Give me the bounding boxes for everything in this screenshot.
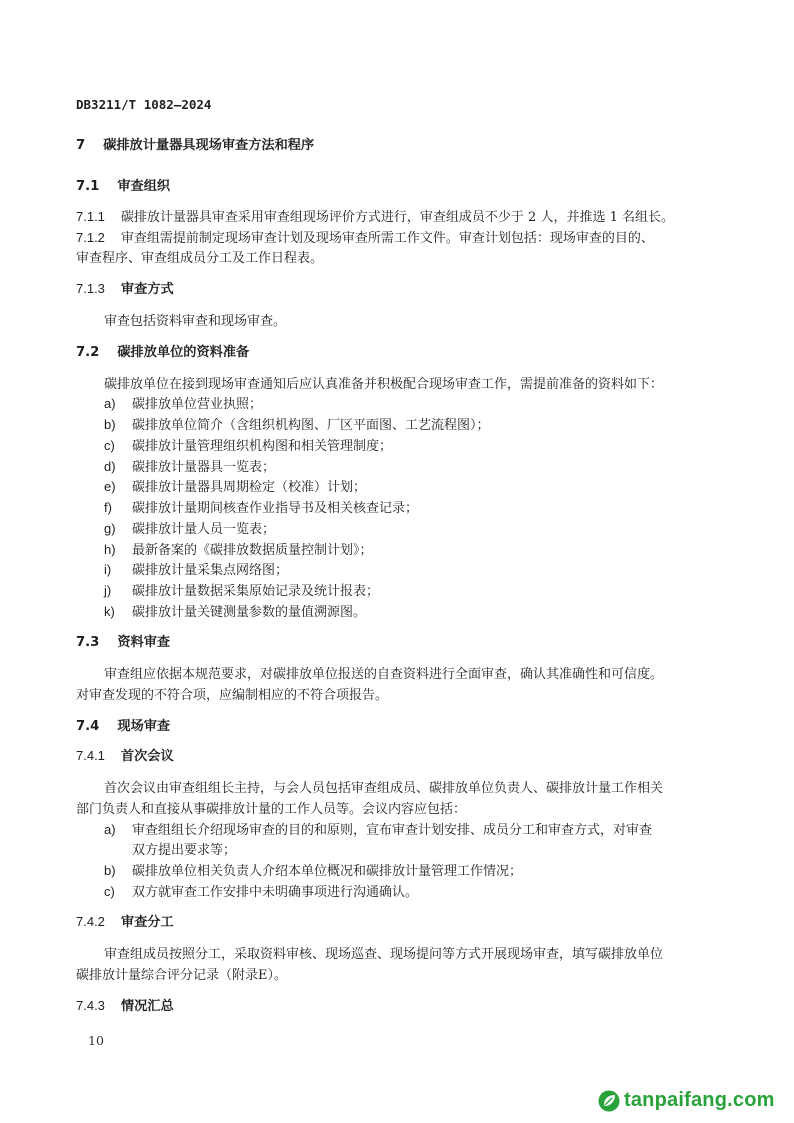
list-item bbox=[104, 476, 366, 495]
clause-7-1-3-text: 审查包括资料审查和现场审查。 bbox=[104, 314, 287, 329]
list-text: 碳排放计量数据采集原始记录及统计报表； bbox=[132, 584, 380, 599]
list-text: 碳排放单位相关负责人介绍本单位概况和碳排放计量管理工作情况； bbox=[132, 864, 523, 879]
section-7-4-heading bbox=[76, 715, 170, 734]
section-7-4-2-text-line-2: 碳排放计量综合评分记录（附录E）。 bbox=[76, 968, 287, 983]
list-label: b) bbox=[104, 863, 116, 878]
section-7-1-heading bbox=[76, 175, 170, 194]
list-item bbox=[104, 393, 262, 412]
list-item bbox=[104, 580, 379, 599]
list-label: h) bbox=[104, 542, 116, 557]
section-title: 审查组织 bbox=[117, 179, 171, 194]
section-number: 7.2 bbox=[76, 345, 100, 360]
list-text: 碳排放计量器具一览表； bbox=[132, 460, 276, 475]
leaf-logo-icon bbox=[598, 1090, 620, 1112]
list-label: f) bbox=[104, 500, 112, 515]
section-title: 碳排放计量器具现场审查方法和程序 bbox=[103, 138, 315, 153]
watermark-text: tanpaifang.com bbox=[624, 1089, 775, 1111]
list-text: 碳排放计量采集点网络图； bbox=[132, 563, 289, 578]
list-item-continuation: 双方提出要求等； bbox=[132, 843, 237, 858]
list-item bbox=[104, 881, 418, 900]
section-7-4-2-text-line-1: 审查组成员按照分工，采取资料审核、现场巡查、现场提问等方式开展现场审查，填写碳排放单位 bbox=[104, 947, 664, 962]
list-item bbox=[104, 518, 275, 537]
section-number: 7.4.3 bbox=[76, 998, 105, 1013]
list-text: 审查组组长介绍现场审查的目的和原则，宣布审查计划安排、成员分工和审查方式，对审查 bbox=[132, 823, 653, 838]
section-7-3-heading bbox=[76, 631, 170, 650]
watermark bbox=[598, 1089, 775, 1112]
list-text: 碳排放计量管理组织机构图和相关管理制度； bbox=[132, 439, 393, 454]
section-7-4-2-heading bbox=[76, 911, 174, 930]
section-7-4-1-text-line-2: 部门负责人和直接从事碳排放计量的工作人员等。会议内容应包括： bbox=[76, 802, 467, 817]
section-title: 情况汇总 bbox=[120, 999, 174, 1014]
clause-text: 碳排放计量器具审查采用审查组现场评价方式进行，审查组成员不少于 2 人，并推选 1 名组长。 bbox=[120, 210, 674, 225]
list-text: 双方就审查工作安排中未明确事项进行沟通确认。 bbox=[132, 885, 419, 900]
section-number: 7 bbox=[76, 138, 86, 153]
list-text: 碳排放单位营业执照； bbox=[132, 397, 263, 412]
section-7-3-text-line-1: 审查组应依据本规范要求，对碳排放单位报送的自查资料进行全面审查，确认其准确性和可信度。 bbox=[104, 667, 664, 682]
list-item bbox=[104, 456, 275, 475]
section-7-4-1-heading bbox=[76, 745, 174, 764]
list-text: 碳排放计量器具周期检定（校准）计划； bbox=[132, 480, 367, 495]
clause-number: 7.1.2 bbox=[76, 230, 105, 245]
list-label: j) bbox=[104, 583, 112, 598]
list-label: g) bbox=[104, 521, 116, 536]
list-text: 碳排放计量期间核查作业指导书及相关核查记录； bbox=[132, 501, 419, 516]
clause-number: 7.1.1 bbox=[76, 209, 105, 224]
list-label: a) bbox=[104, 822, 116, 837]
section-title: 审查方式 bbox=[120, 282, 174, 297]
list-label: c) bbox=[104, 438, 115, 453]
list-label: c) bbox=[104, 884, 115, 899]
section-7-2-heading bbox=[76, 341, 249, 360]
section-number: 7.4 bbox=[76, 719, 100, 734]
section-title: 首次会议 bbox=[120, 749, 174, 764]
section-7-3-text-line-2: 对审查发现的不符合项，应编制相应的不符合项报告。 bbox=[76, 688, 389, 703]
list-item bbox=[104, 539, 373, 558]
section-number: 7.3 bbox=[76, 635, 100, 650]
list-text: 碳排放计量关键测量参数的量值溯源图。 bbox=[132, 605, 367, 620]
section-7-1-3-heading bbox=[76, 278, 174, 297]
section-7-heading bbox=[76, 134, 314, 153]
list-item bbox=[104, 414, 490, 433]
list-label: a) bbox=[104, 396, 116, 411]
section-number: 7.4.2 bbox=[76, 914, 105, 929]
section-number: 7.4.1 bbox=[76, 748, 105, 763]
section-number: 7.1.3 bbox=[76, 281, 105, 296]
section-7-4-1-text-line-1: 首次会议由审查组组长主持，与会人员包括审查组成员、碳排放单位负责人、碳排放计量工作相关 bbox=[104, 781, 664, 796]
section-title: 资料审查 bbox=[117, 635, 171, 650]
section-7-4-3-heading bbox=[76, 995, 174, 1014]
list-label: b) bbox=[104, 417, 116, 432]
list-item bbox=[104, 435, 392, 454]
list-item bbox=[104, 819, 652, 838]
clause-7-1-1 bbox=[76, 206, 674, 225]
list-item bbox=[104, 860, 522, 879]
list-text: 碳排放计量人员一览表； bbox=[132, 522, 276, 537]
list-text: 碳排放单位简介（含组织机构图、厂区平面图、工艺流程图）； bbox=[132, 418, 490, 433]
section-title: 现场审查 bbox=[117, 719, 171, 734]
clause-7-1-2 bbox=[76, 227, 654, 246]
list-text: 最新备案的《碳排放数据质量控制计划》； bbox=[132, 543, 373, 558]
section-number: 7.1 bbox=[76, 179, 100, 194]
list-label: k) bbox=[104, 604, 115, 619]
section-title: 碳排放单位的资料准备 bbox=[117, 345, 250, 360]
list-item bbox=[104, 601, 366, 620]
list-label: d) bbox=[104, 459, 116, 474]
page-number: 10 bbox=[88, 1033, 104, 1048]
list-label: i) bbox=[104, 562, 112, 577]
section-title: 审查分工 bbox=[120, 915, 174, 930]
clause-7-1-2-line-2: 审查程序、审查组成员分工及工作日程表。 bbox=[76, 251, 324, 266]
list-item bbox=[104, 559, 288, 578]
clause-text-line-1: 审查组需提前制定现场审查计划及现场审查所需工作文件。审查计划包括：现场审查的目的、 bbox=[120, 231, 654, 246]
section-7-2-intro: 碳排放单位在接到现场审查通知后应认真准备并积极配合现场审查工作，需提前准备的资料如下： bbox=[104, 377, 664, 392]
list-item bbox=[104, 497, 418, 516]
list-label: e) bbox=[104, 479, 116, 494]
document-code-header: DB3211/T 1082—2024 bbox=[76, 97, 212, 112]
